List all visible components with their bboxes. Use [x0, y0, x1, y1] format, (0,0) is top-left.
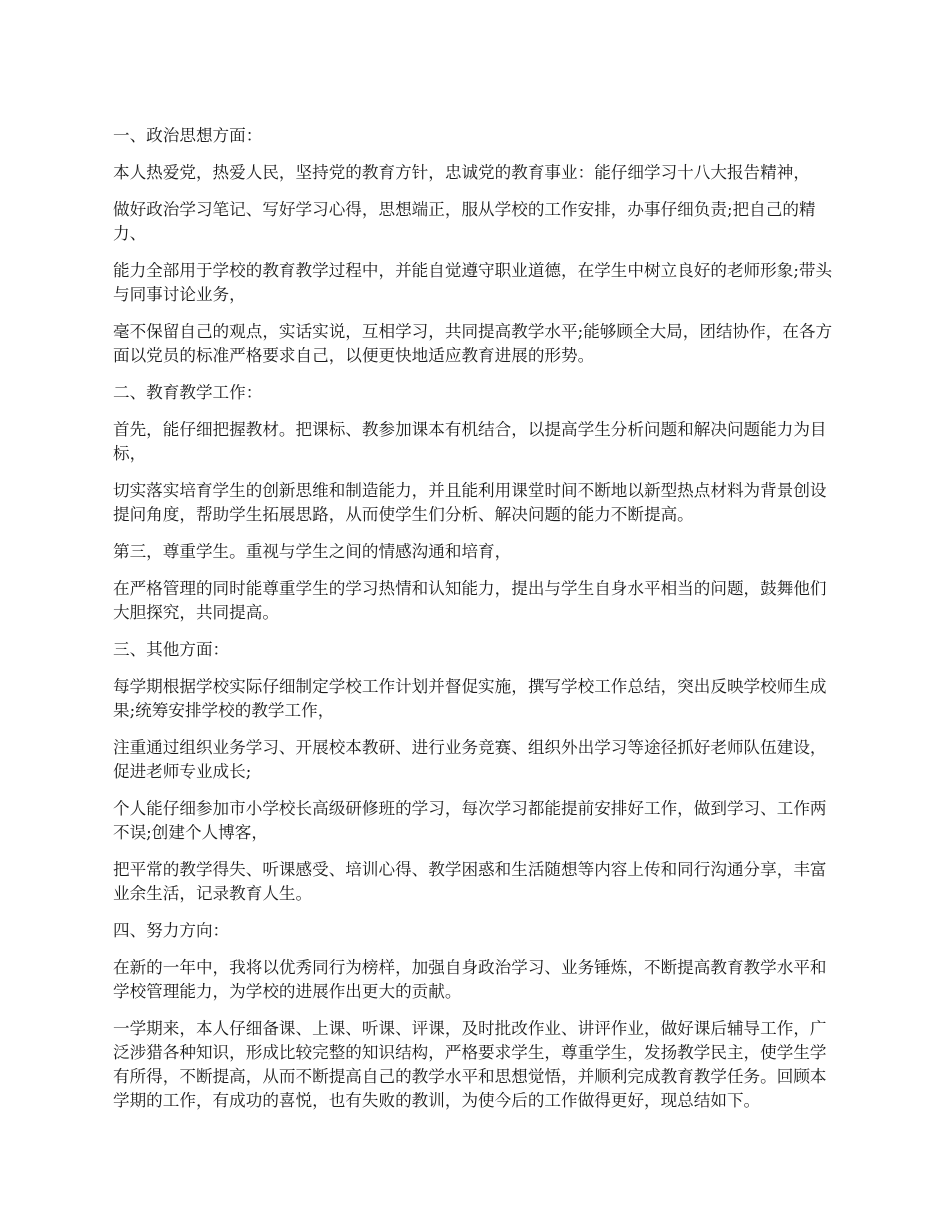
- paragraph: 在严格管理的同时能尊重学生的学习热情和认知能力，提出与学生自身水平相当的问题，鼓舞他们大胆探究，共同提高。: [113, 579, 827, 622]
- section-heading-teaching: 二、教育教学工作：: [113, 383, 263, 402]
- section-heading-direction: 四、努力方向：: [113, 921, 230, 940]
- paragraph: 能力全部用于学校的教育教学过程中，并能自觉遵守职业道德，在学生中树立良好的老师形象;带头与同事讨论业务，: [113, 261, 833, 304]
- paragraph: 把平常的教学得失、听课感受、培训心得、教学困惑和生活随想等内容上传和同行沟通分享，丰富业余生活，记录教育人生。: [113, 860, 827, 903]
- paragraph: 第三，尊重学生。重视与学生之间的情感沟通和培育，: [113, 542, 512, 561]
- section-heading-politics: 一、政治思想方面：: [113, 126, 263, 145]
- paragraph: 首先，能仔细把握教材。把课标、教参加课本有机结合，以提高学生分析问题和解决问题能力为目标，: [113, 420, 827, 463]
- section-heading-other: 三、其他方面：: [113, 640, 230, 659]
- paragraph: 注重通过组织业务学习、开展校本教研、进行业务竞赛、组织外出学习等途径抓好老师队伍建设，促进老师专业成长;: [113, 738, 827, 781]
- document-body: [113, 124, 843, 1126]
- paragraph: 个人能仔细参加市小学校长高级研修班的学习，每次学习都能提前安排好工作，做到学习、工作两不误;创建个人博客，: [113, 799, 827, 842]
- paragraph: 一学期来，本人仔细备课、上课、听课、评课，及时批改作业、讲评作业，做好课后辅导工作，广泛涉猎各种知识，形成比较完整的知识结构，严格要求学生，尊重学生，发扬教学民主，使学生学有所得，不断提高，从而不断提高自己的教学水平和思想觉悟，并顺利完成教育教学任务。回顾本学期的工作，有成功的喜悦，也有失败的教训，为使今后的工作做得更好，现总结如下。: [113, 1019, 827, 1110]
- paragraph: 切实落实培育学生的创新思维和制造能力，并且能利用课堂时间不断地以新型热点材料为背景创设提问角度，帮助学生拓展思路，从而使学生们分析、解决问题的能力不断提高。: [113, 481, 827, 524]
- paragraph: 做好政治学习笔记、写好学习心得，思想端正，服从学校的工作安排，办事仔细负责;把自己的精力、: [113, 200, 816, 243]
- paragraph: 每学期根据学校实际仔细制定学校工作计划并督促实施，撰写学校工作总结，突出反映学校师生成果;统筹安排学校的教学工作，: [113, 677, 827, 720]
- paragraph: 毫不保留自己的观点，实话实说，互相学习，共同提高教学水平;能够顾全大局，团结协作，在各方面以党员的标准严格要求自己，以便更快地适应教育进展的形势。: [113, 322, 833, 365]
- paragraph: 本人热爱党，热爱人民，坚持党的教育方针，忠诚党的教育事业：能仔细学习十八大报告精神，: [113, 163, 810, 182]
- paragraph: 在新的一年中，我将以优秀同行为榜样，加强自身政治学习、业务锤炼，不断提高教育教学水平和学校管理能力，为学校的进展作出更大的贡献。: [113, 958, 827, 1001]
